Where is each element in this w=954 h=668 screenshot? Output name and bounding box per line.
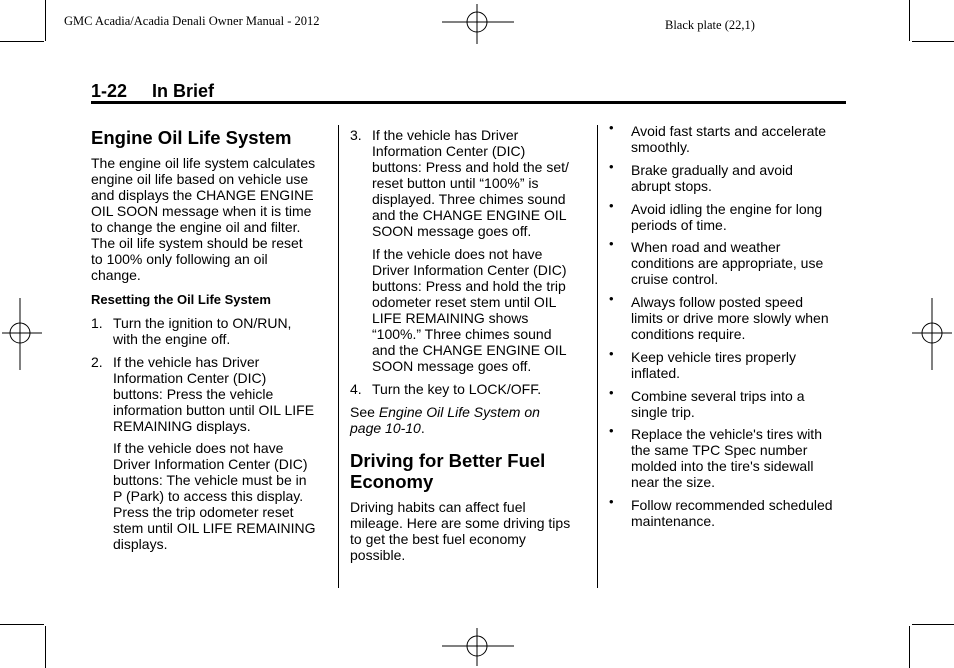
section-title: In Brief (152, 81, 215, 101)
column-2 (350, 127, 590, 563)
plate-label: Black plate (22,1) (665, 18, 755, 32)
registration-mark-top (440, 2, 516, 46)
tip-replace-tires: • Replace the vehicle's tires with the same TPC Spec number molded into the tire's sidewall near the size. (609, 423, 822, 490)
step-4: 4. Turn the key to LOCK/OFF. (350, 381, 542, 397)
step-2-alternate: If the vehicle does not have Driver Information Center (DIC) buttons: The vehicle must be in P (Park) to access this display. Press the trip odometer reset stem until OIL LIFE REMAINING displays. (113, 440, 316, 552)
tip-idling: • Avoid idling the engine for long periods of time. (609, 198, 823, 233)
step-3-alternate: If the vehicle does not have Driver Information Center (DIC) buttons: Press and hold the trip odometer reset stem until OIL LIFE REMAINING shows “100%.” Three chimes sound and the CHANGE ENGINE OIL SOON message goes off. (372, 246, 567, 374)
column-1 (91, 127, 331, 552)
heading-fuel-economy: Driving for Better Fuel Economy (350, 450, 546, 492)
section-header (91, 81, 214, 102)
registration-mark-bottom (440, 626, 516, 668)
registration-mark-right (910, 296, 954, 372)
tip-speed-limits: • Always follow posted speed limits or drive more slowly when conditions require. (609, 291, 829, 342)
oil-life-intro: The engine oil life system calculates engine oil life based on vehicle use and displays the CHANGE ENGINE OIL SOON message when it is time to change the engine oil and filter. The oil life system should be reset to 100% only following an oil change. (91, 155, 316, 283)
step-1: 1. Turn the ignition to ON/RUN, with the engine off. (91, 315, 292, 347)
tip-maintenance: • Follow recommended scheduled maintenance. (609, 494, 833, 529)
oil-life-reference-link[interactable]: Engine Oil Life System on (378, 404, 540, 420)
column-3 (609, 120, 849, 529)
column-divider-1 (338, 125, 339, 588)
oil-life-page-link[interactable]: page 10-10 (350, 420, 421, 436)
see-reference: See Engine Oil Life System on page 10-10. (350, 404, 540, 436)
header-rule (91, 101, 846, 104)
tip-tire-inflation: • Keep vehicle tires properly inflated. (609, 346, 796, 381)
tip-combine-trips: • Combine several trips into a single trip. (609, 385, 805, 420)
fuel-economy-intro: Driving habits can affect fuel mileage. Here are some driving tips to get the best fuel economy possible. (350, 499, 571, 563)
subheading-resetting: Resetting the Oil Life System (91, 292, 271, 307)
step-3: 3. If the vehicle has Driver Information Center (DIC) buttons: Press and hold the set/ reset button until “100%” is displayed. Three chimes sound and the CHANGE ENGINE OIL SOON message goes off. (350, 127, 569, 239)
tip-cruise-control: • When road and weather conditions are appropriate, use cruise control. (609, 236, 824, 287)
step-2: 2. If the vehicle has Driver Information Center (DIC) buttons: Press the vehicle information button until OIL LIFE REMAINING displays. (91, 354, 315, 434)
manual-title: GMC Acadia/Acadia Denali Owner Manual - 2012 (64, 14, 320, 28)
tip-braking: • Brake gradually and avoid abrupt stops. (609, 159, 793, 194)
tip-fast-starts: • Avoid fast starts and accelerate smoothly. (609, 120, 827, 155)
column-divider-2 (597, 125, 598, 588)
registration-mark-left (0, 296, 44, 372)
page-number: 1-22 (91, 81, 128, 101)
heading-engine-oil-life-system: Engine Oil Life System (91, 127, 292, 148)
